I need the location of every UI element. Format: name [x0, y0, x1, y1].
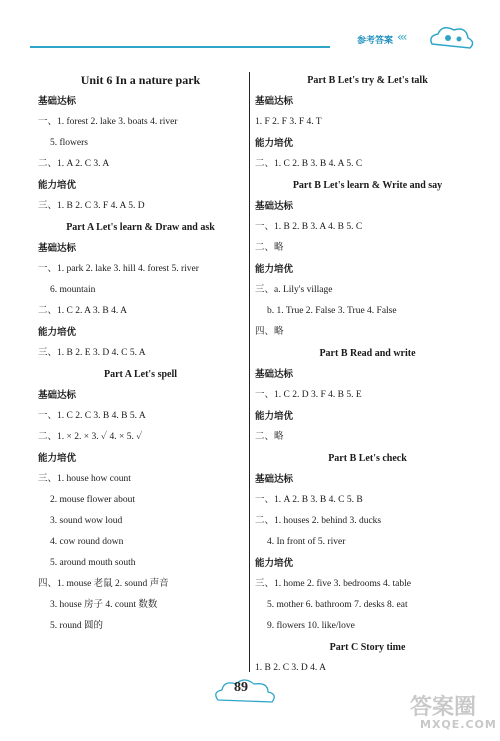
right-column	[255, 70, 480, 679]
answer-line: 5. flowers	[50, 138, 88, 148]
answer-line: 5. round 圆的	[50, 621, 104, 631]
subsection-label: 基础达标	[38, 390, 77, 401]
subsection-label: 能力培优	[38, 180, 77, 191]
subsection-label: 基础达标	[38, 243, 77, 254]
section-title: Part A Let's learn & Draw and ask	[66, 222, 215, 233]
section-title: Part B Let's check	[328, 453, 407, 464]
answer-line: 二、1. C 2. A 3. B 4. A	[38, 306, 127, 316]
answer-line: 一、1. B 2. B 3. A 4. B 5. C	[255, 222, 363, 232]
answer-line: 四、略	[255, 327, 284, 337]
answer-line: 三、1. B 2. C 3. F 4. A 5. D	[38, 201, 145, 211]
answer-line: 3. house 房子 4. count 数数	[50, 600, 158, 610]
answer-line: 三、1. home 2. five 3. bedrooms 4. table	[255, 579, 411, 589]
column-divider	[249, 72, 250, 672]
answer-line: 二、1. C 2. B 3. B 4. A 5. C	[255, 159, 363, 169]
answer-line: 5. around mouth south	[50, 558, 136, 568]
answer-line: 一、1. park 2. lake 3. hill 4. forest 5. river	[38, 264, 199, 274]
header-rule	[30, 46, 330, 48]
header-label: 参考答案	[357, 36, 394, 46]
answer-line: 四、1. mouse 老鼠 2. sound 声音	[38, 579, 169, 589]
section-title: Part B Let's learn & Write and say	[292, 180, 443, 191]
answer-line: 二、略	[255, 243, 284, 253]
answer-line: 二、略	[255, 432, 284, 442]
subsection-label: 能力培优	[38, 327, 77, 338]
answer-line: 3. sound wow loud	[50, 516, 123, 526]
section-title: Part B Read and write	[319, 348, 416, 359]
answer-line: 二、1. A 2. C 3. A	[38, 159, 110, 169]
watermark-url: MXQE.COM	[420, 718, 497, 731]
subsection-label: 基础达标	[255, 201, 294, 212]
subsection-label: 基础达标	[38, 96, 77, 107]
answer-line: 1. F 2. F 3. F 4. T	[255, 117, 322, 127]
subsection-label: 能力培优	[255, 411, 294, 422]
subsection-label: 能力培优	[255, 138, 294, 149]
answer-line: 三、1. B 2. E 3. D 4. C 5. A	[38, 348, 146, 358]
page-footer	[210, 676, 280, 706]
left-column	[38, 70, 243, 637]
answer-line: 二、1. houses 2. behind 3. ducks	[255, 516, 382, 526]
answer-line: 4. In front of 5. river	[267, 537, 346, 547]
subsection-label: 能力培优	[255, 264, 294, 275]
answer-line: 5. mother 6. bathroom 7. desks 8. eat	[267, 600, 408, 610]
subsection-label: 基础达标	[255, 474, 294, 485]
section-title: Part B Let's try & Let's talk	[307, 75, 428, 86]
subsection-label: 基础达标	[255, 96, 294, 107]
answer-line: 4. cow round down	[50, 537, 124, 547]
page-header	[0, 30, 500, 52]
subsection-label: 能力培优	[38, 453, 77, 464]
answer-line: 三、a. Lily's village	[255, 285, 333, 295]
answer-line: 一、1. C 2. C 3. B 4. B 5. A	[38, 411, 146, 421]
subsection-label: 基础达标	[255, 369, 294, 380]
section-title: Part A Let's spell	[103, 369, 178, 380]
answer-line: 二、1. × 2. × 3. ✓ 4. × 5. ✓	[38, 432, 143, 442]
subsection-label: 能力培优	[255, 558, 294, 569]
page-number: 89	[234, 680, 248, 695]
cloud-logo-icon	[426, 24, 476, 54]
answer-line: 一、1. C 2. D 3. F 4. B 5. E	[255, 390, 362, 400]
answer-line: 9. flowers 10. like/love	[267, 621, 355, 631]
chevrons-icon: ‹‹‹	[397, 30, 406, 44]
watermark-text: 答案圈	[410, 695, 477, 720]
answer-line: 6. mountain	[50, 285, 96, 295]
answer-line: 三、1. house how count	[38, 474, 131, 484]
section-title: Unit 6 In a nature park	[80, 73, 201, 87]
answer-line: 一、1. forest 2. lake 3. boats 4. river	[38, 117, 178, 127]
answer-line: 1. B 2. C 3. D 4. A	[255, 663, 326, 673]
answer-line: 2. mouse flower about	[50, 495, 135, 505]
answer-line: b. 1. True 2. False 3. True 4. False	[267, 306, 397, 316]
section-title: Part C Story time	[329, 642, 406, 653]
answer-line: 一、1. A 2. B 3. B 4. C 5. B	[255, 495, 363, 505]
